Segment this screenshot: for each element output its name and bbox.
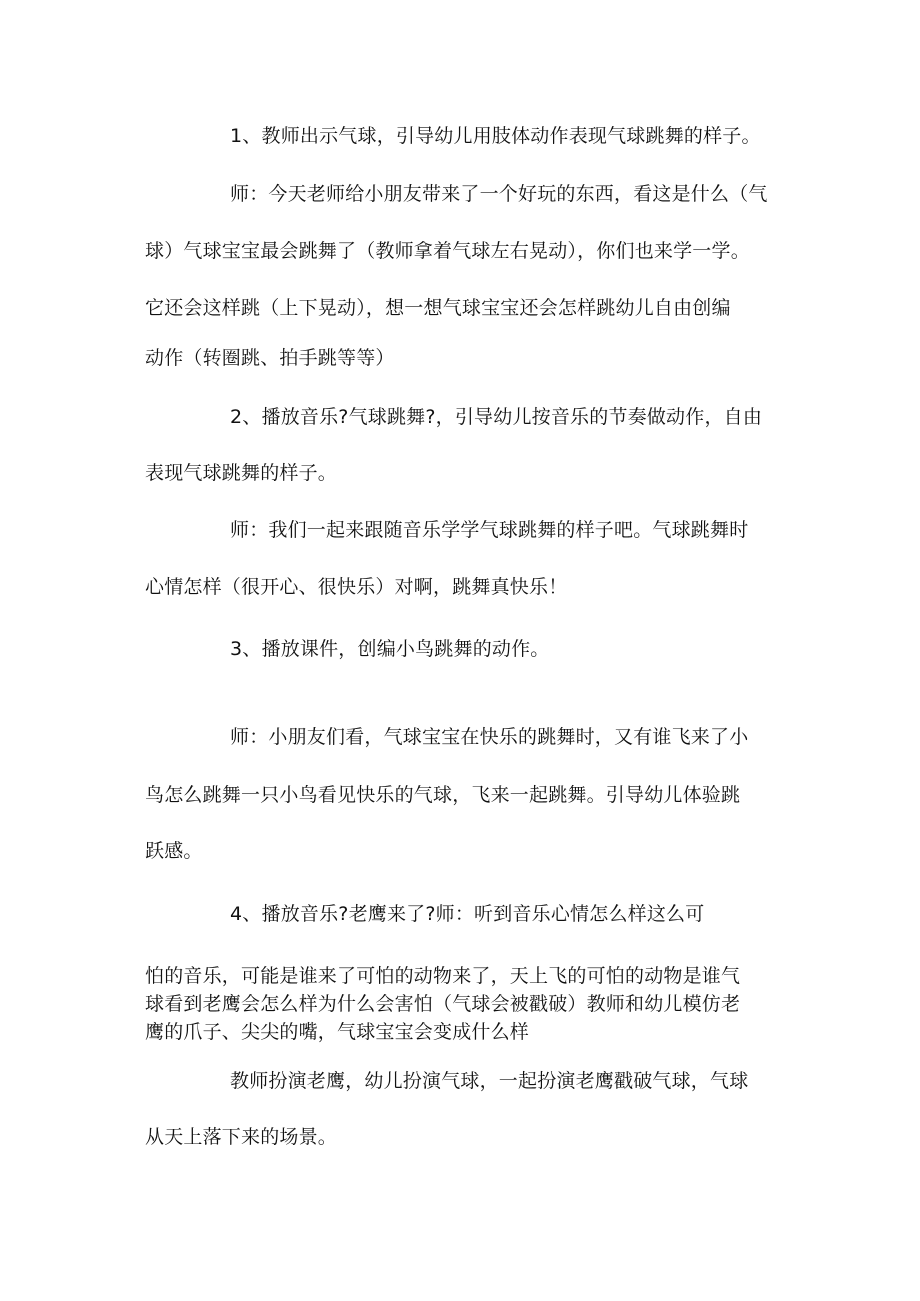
text-line-6: 2、播放音乐?气球跳舞?，引导幼儿按音乐的节奏做动作，自由 — [230, 406, 763, 428]
text-line-1: 1、教师出示气球，引导幼儿用肢体动作表现气球跳舞的样子。 — [230, 125, 761, 147]
text-line-16: 球看到老鹰会怎么样为什么会害怕（气球会被戳破）教师和幼儿模仿老 — [145, 993, 741, 1015]
text-line-18: 教师扮演老鹰，幼儿扮演气球，一起扮演老鹰戳破气球，气球 — [230, 1070, 749, 1092]
text-line-2: 师：今天老师给小朋友带来了一个好玩的东西，看这是什么（气 — [230, 183, 768, 205]
text-line-10: 3、播放课件，创编小鸟跳舞的动作。 — [230, 638, 550, 660]
text-line-19: 从天上落下来的场景。 — [145, 1126, 338, 1148]
text-line-12: 鸟怎么跳舞一只小鸟看见快乐的气球，飞来一起跳舞。引导幼儿体验跳 — [145, 784, 741, 806]
text-line-3: 球）气球宝宝最会跳舞了（教师拿着气球左右晃动），你们也来学一学。 — [145, 240, 750, 262]
text-line-15: 怕的音乐，可能是谁来了可怕的动物来了，天上飞的可怕的动物是谁气 — [145, 965, 741, 987]
text-line-14: 4、播放音乐?老鹰来了?师：听到音乐心情怎么样这么可 — [230, 903, 705, 925]
text-line-4: 它还会这样跳（上下晃动），想一想气球宝宝还会怎样跳幼儿自由创编 — [145, 297, 731, 319]
text-line-7: 表现气球跳舞的样子。 — [145, 462, 338, 484]
text-line-8: 师：我们一起来跟随音乐学学气球跳舞的样子吧。气球跳舞时 — [230, 519, 749, 541]
text-line-17: 鹰的爪子、尖尖的嘴，气球宝宝会变成什么样 — [145, 1021, 530, 1043]
text-line-13: 跃感。 — [145, 840, 203, 862]
text-line-5: 动作（转圈跳、拍手跳等等） — [145, 347, 395, 369]
text-line-11: 师：小朋友们看，气球宝宝在快乐的跳舞时，又有谁飞来了小 — [230, 726, 749, 748]
text-line-9: 心情怎样（很开心、很快乐）对啊，跳舞真快乐！ — [145, 576, 568, 598]
